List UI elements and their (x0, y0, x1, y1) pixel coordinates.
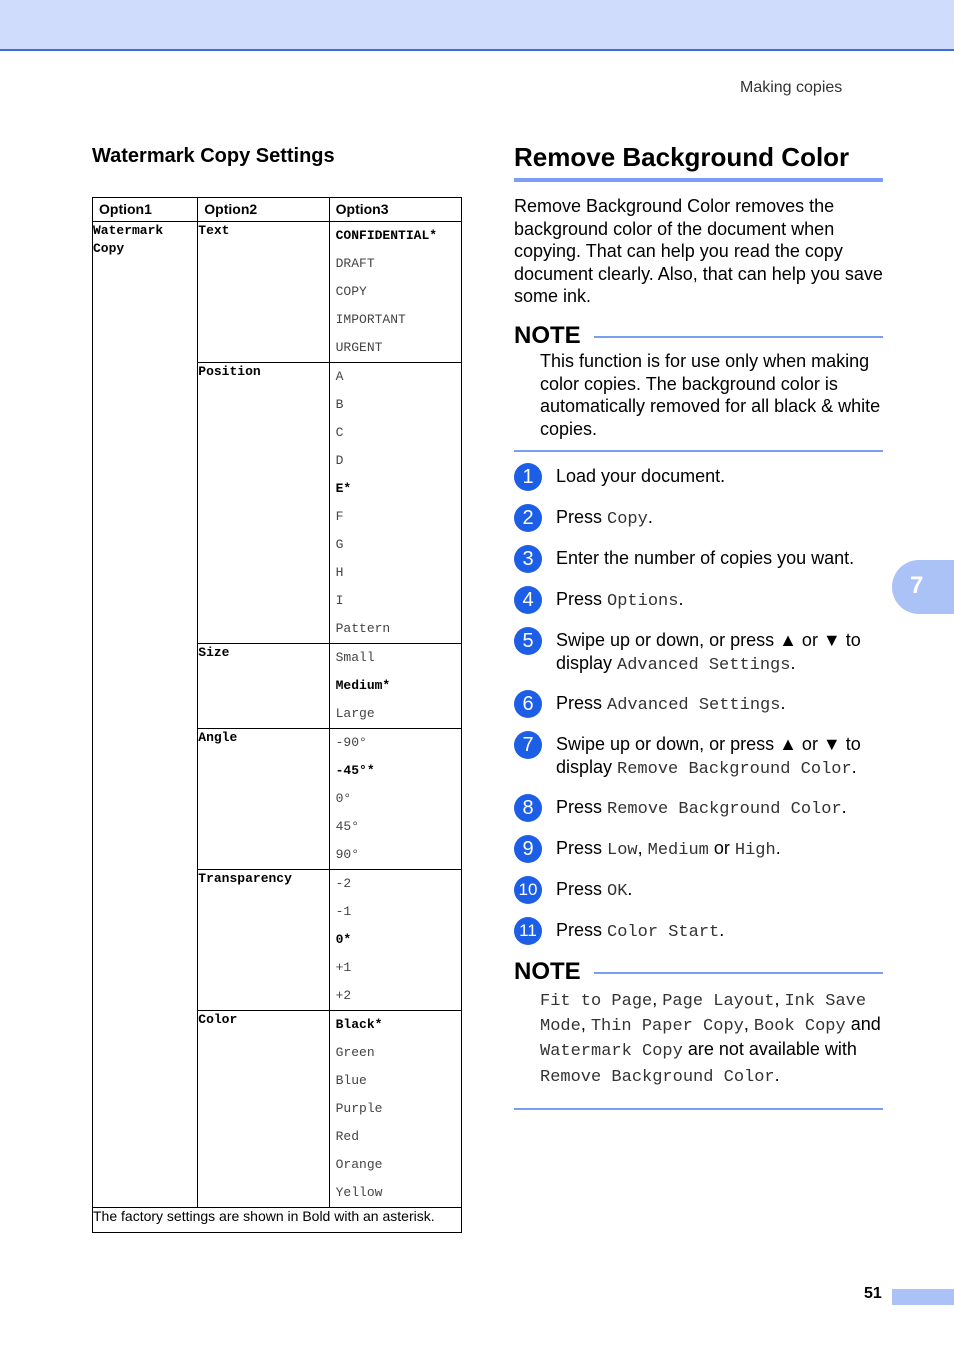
menu-item-text: Options (607, 592, 679, 611)
option2-cell: Transparency (198, 870, 329, 1011)
menu-item-text: Advanced Settings (617, 656, 791, 675)
step-number-badge: 5 (514, 627, 542, 655)
option-value: E* (335, 481, 352, 496)
step-number-badge: 9 (514, 835, 542, 863)
option-value: -90° (335, 735, 367, 750)
note2-heading: NOTE (514, 958, 581, 985)
option-value: Medium* (335, 678, 391, 693)
option3-cell (329, 363, 461, 644)
text-run: Press (556, 838, 608, 858)
option1-cell: Watermark Copy (93, 222, 198, 1208)
option-value: I (335, 593, 344, 608)
option-value: Yellow (335, 1185, 383, 1200)
table-row (93, 222, 462, 363)
text-run: . (627, 879, 633, 899)
table-footer-row (93, 1208, 462, 1233)
page-title: Remove Background Color (514, 142, 850, 172)
option-value: +1 (335, 960, 352, 975)
menu-item-text: Fit to Page (540, 992, 653, 1011)
text-run: are not available with (682, 1039, 857, 1060)
text-run: , (580, 1014, 591, 1035)
menu-item-text: Remove Background Color (540, 1067, 775, 1087)
option-value: Green (335, 1045, 375, 1060)
text-run: Load your document. (556, 466, 726, 486)
step-text (556, 878, 896, 903)
section-title-watermark: Watermark Copy Settings (92, 145, 335, 167)
note2-bottom-rule (514, 1108, 883, 1110)
text-run: . (841, 797, 847, 817)
step-number-badge: 3 (514, 545, 542, 573)
page-number: 51 (864, 1285, 882, 1302)
menu-item-text: Watermark Copy (540, 1042, 683, 1062)
header-option3: Option3 (329, 198, 461, 222)
text-run: Press (556, 693, 608, 713)
option-value: G (335, 537, 344, 552)
menu-item-text: Ink Save Mode (540, 992, 867, 1037)
header-option1: Option1 (93, 198, 198, 222)
step-number-badge: 4 (514, 586, 542, 614)
text-run: . (719, 920, 725, 940)
text-run: Swipe up or down, or press ▲ or ▼ to display (556, 734, 861, 777)
step-text (556, 506, 896, 531)
step-text (556, 692, 896, 717)
page-number-bar (892, 1289, 954, 1305)
text-run: , (774, 989, 785, 1009)
menu-item-text: Copy (607, 510, 648, 529)
option2-cell: Angle (198, 729, 329, 870)
step-number-badge: 8 (514, 794, 542, 822)
table-header-row (93, 198, 462, 222)
option-value: Orange (335, 1157, 383, 1172)
option-value: A (335, 369, 344, 384)
text-run: Press (556, 920, 608, 940)
option-value: Large (335, 706, 375, 721)
option-value: 0* (335, 932, 352, 947)
option-value: URGENT (335, 340, 383, 355)
menu-item-text: Thin Paper Copy (590, 1017, 744, 1037)
note-bottom-rule (514, 450, 883, 452)
table-footnote: The factory settings are shown in Bold with an asterisk. (93, 1208, 462, 1233)
text-run: . (790, 653, 796, 673)
option2-cell: Color (198, 1011, 329, 1208)
step-text (556, 733, 896, 781)
text-run: . (775, 838, 781, 858)
option-value: C (335, 425, 344, 440)
menu-item-text: Medium (647, 841, 709, 860)
step-number-badge: 11 (514, 917, 542, 945)
text-run: Enter the number of copies you want. (556, 548, 855, 568)
text-run: Press (556, 589, 608, 609)
step-number-badge: 1 (514, 463, 542, 491)
step-number-badge: 2 (514, 504, 542, 532)
step-number-badge: 10 (514, 876, 542, 904)
step-text (556, 465, 896, 488)
option-value: 90° (335, 847, 360, 862)
text-run: Swipe up or down, or press ▲ or ▼ to display (556, 630, 861, 673)
option-value: Small (335, 650, 375, 665)
note2-body (540, 988, 885, 1089)
text-run: , (743, 1014, 754, 1035)
option-value: H (335, 565, 344, 580)
intro-paragraph: Remove Background Color removes the background color of the document when copying. That can help you read the copy document clearly. Also, that can help you save some ink. (514, 196, 883, 306)
step-text (556, 919, 896, 944)
option-value: Black* (335, 1017, 383, 1032)
option-value: DRAFT (335, 256, 375, 271)
step-text (556, 588, 896, 613)
chapter-number: 7 (910, 572, 924, 599)
note-heading: NOTE (514, 322, 581, 349)
option3-cell (329, 1011, 461, 1208)
menu-item-text: Page Layout (662, 992, 775, 1011)
option3-cell (329, 644, 461, 729)
title-rule (514, 178, 883, 182)
menu-item-text: Color Start (607, 923, 720, 942)
top-band (0, 0, 954, 51)
menu-item-text: Advanced Settings (607, 696, 781, 715)
option2-cell: Size (198, 644, 329, 729)
menu-item-text: High (734, 841, 776, 860)
option-value: +2 (335, 988, 352, 1003)
text-run: . (780, 693, 786, 713)
menu-item-text: Low (607, 841, 638, 860)
option-value: Pattern (335, 621, 391, 636)
option2-cell: Position (198, 363, 329, 644)
option3-cell (329, 870, 461, 1011)
step-text (556, 796, 896, 821)
text-run: . (647, 507, 653, 527)
chapter-tab (892, 560, 954, 614)
step-text (556, 629, 896, 677)
option-value: Red (335, 1129, 360, 1144)
option-value: 0° (335, 791, 352, 806)
step-text (556, 547, 896, 570)
step-text (556, 837, 896, 862)
option-value: 45° (335, 819, 360, 834)
running-header: Making copies (740, 79, 843, 96)
option-value: -1 (335, 904, 352, 919)
text-run: , (652, 989, 663, 1009)
step-number-badge: 7 (514, 731, 542, 759)
watermark-settings-table (92, 197, 462, 1233)
menu-item-text: Book Copy (753, 1017, 846, 1037)
header-option2: Option2 (198, 198, 329, 222)
text-run: Press (556, 879, 608, 899)
option-value: D (335, 453, 344, 468)
menu-item-text: Remove Background Color (607, 800, 842, 819)
note-rule (594, 336, 883, 338)
option3-cell (329, 729, 461, 870)
text-run: , (637, 838, 648, 858)
option-value: F (335, 509, 344, 524)
note-body: This function is for use only when making color copies. The background color is automatically removed for all black & white copies. (540, 351, 881, 439)
text-run: . (678, 589, 684, 609)
menu-item-text: OK (607, 882, 628, 901)
note2-rule (594, 972, 883, 974)
menu-item-text: Remove Background Color (617, 760, 852, 779)
option-value: CONFIDENTIAL* (335, 228, 438, 243)
option-value: B (335, 397, 344, 412)
text-run: and (845, 1014, 881, 1035)
text-run: . (774, 1064, 780, 1085)
step-number-badge: 6 (514, 690, 542, 718)
option2-cell: Text (198, 222, 329, 363)
option-value: Blue (335, 1073, 367, 1088)
option-value: -2 (335, 876, 352, 891)
text-run: . (851, 757, 857, 777)
option-value: COPY (335, 284, 367, 299)
text-run: Press (556, 507, 608, 527)
option-value: Purple (335, 1101, 383, 1116)
option3-cell (329, 222, 461, 363)
option-value: -45°* (335, 763, 375, 778)
text-run: or (708, 838, 735, 858)
option-value: IMPORTANT (335, 312, 406, 327)
text-run: Press (556, 797, 608, 817)
